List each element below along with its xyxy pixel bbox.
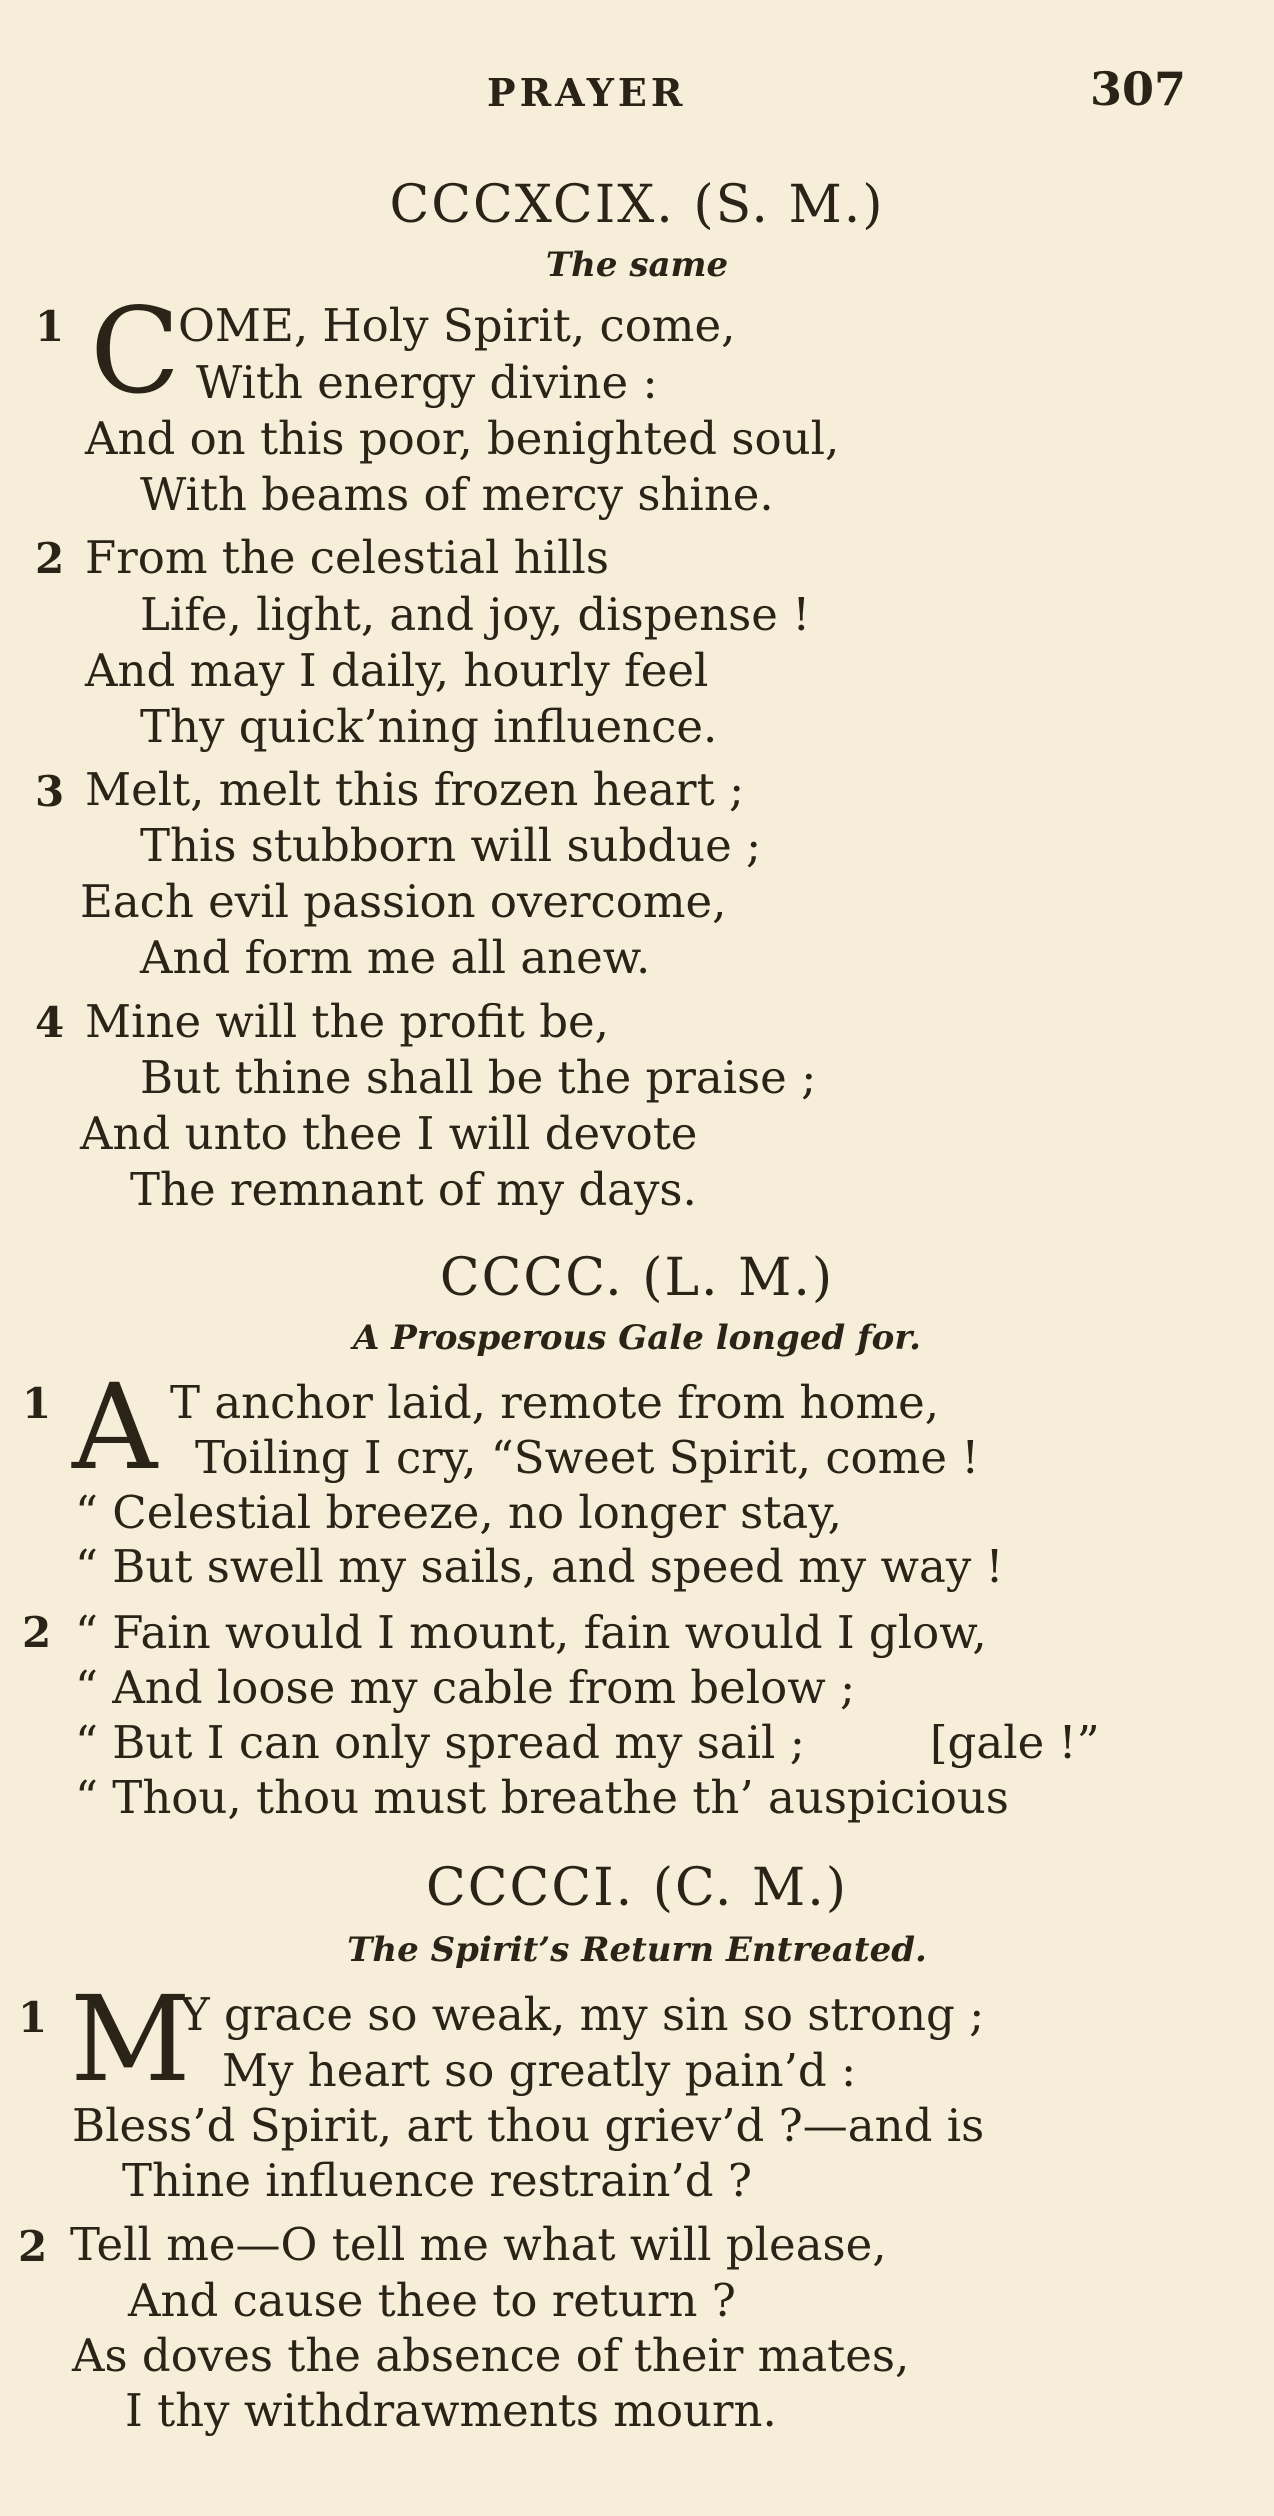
verse-line: And may I daily, hourly feel	[85, 644, 709, 697]
verse-line: My heart so greatly pain’d :	[222, 2044, 857, 2097]
verse-line: This stubborn will subdue ;	[140, 819, 762, 872]
verse-line: T anchor laid, remote from home,	[170, 1376, 940, 1429]
verse-number: 1	[22, 1379, 52, 1428]
verse-line: OME, Holy Spirit, come,	[178, 299, 736, 352]
verse-line: With energy divine :	[196, 356, 658, 409]
verse-line: And cause thee to return ?	[128, 2274, 736, 2327]
verse-line: Tell me—O tell me what will please,	[70, 2218, 887, 2271]
verse-line: And unto thee I will devote	[80, 1107, 698, 1160]
verse-line: Toiling I cry, “Sweet Spirit, come !	[195, 1431, 980, 1484]
verse-line: And form me all anew.	[140, 931, 651, 984]
verse-line: “ Fain would I mount, fain would I glow,	[75, 1606, 987, 1659]
verse-line: “ But swell my sails, and speed my way !	[75, 1540, 1004, 1593]
verse-number: 2	[35, 534, 65, 583]
drop-cap: C	[90, 282, 181, 420]
verse-number: 2	[18, 2222, 48, 2271]
verse-line: The remnant of my days.	[130, 1163, 697, 1216]
verse-number: 1	[18, 1993, 48, 2042]
drop-cap: M	[70, 1970, 191, 2108]
verse-line: As doves the absence of their mates,	[72, 2329, 910, 2382]
hymn-subtitle: The same	[545, 245, 729, 285]
verse-line: Y grace so weak, my sin so strong ;	[180, 1988, 985, 2041]
verse-number: 2	[22, 1608, 52, 1657]
verse-line: But thine shall be the praise ;	[140, 1051, 817, 1104]
verse-line: From the celestial hills	[85, 531, 610, 584]
page-number: 307	[1090, 62, 1187, 116]
verse-line: Thy quick’ning influence.	[140, 700, 718, 753]
verse-line: With beams of mercy shine.	[140, 468, 774, 521]
hymn-subtitle: The Spirit’s Return Entreated.	[347, 1930, 927, 1970]
verse-line: I thy withdrawments mourn.	[125, 2384, 777, 2437]
turnover-gale: [gale !”	[930, 1716, 1100, 1769]
verse-line: And on this poor, benighted soul,	[85, 412, 840, 465]
hymn-title: CCCXCIX. (S. M.)	[389, 175, 885, 235]
verse-line: Each evil passion overcome,	[80, 875, 727, 928]
verse-line: Bless’d Spirit, art thou griev’d ?—and is	[72, 2099, 985, 2152]
hymn-title: CCCC. (L. M.)	[439, 1248, 835, 1308]
verse-line: “ And loose my cable from below ;	[75, 1661, 856, 1714]
verse-number: 3	[35, 767, 65, 816]
hymn-title: CCCCI. (C. M.)	[425, 1858, 849, 1918]
verse-number: 4	[35, 998, 65, 1047]
verse-line: “ Celestial breeze, no longer stay,	[75, 1486, 842, 1539]
verse-line: “ But I can only spread my sail ;	[75, 1716, 805, 1769]
verse-line: “ Thou, thou must breathe th’ auspicious	[75, 1771, 1009, 1824]
verse-line: Life, light, and joy, dispense !	[140, 588, 811, 641]
running-title: PRAYER	[487, 70, 687, 115]
verse-number: 1	[35, 302, 65, 351]
verse-line: Mine will the profit be,	[85, 995, 609, 1048]
verse-line: Melt, melt this frozen heart ;	[85, 763, 745, 816]
drop-cap: A	[72, 1358, 158, 1496]
verse-line: Thine influence restrain’d ?	[122, 2154, 752, 2207]
hymn-subtitle: A Prosperous Gale longed for.	[353, 1318, 921, 1358]
